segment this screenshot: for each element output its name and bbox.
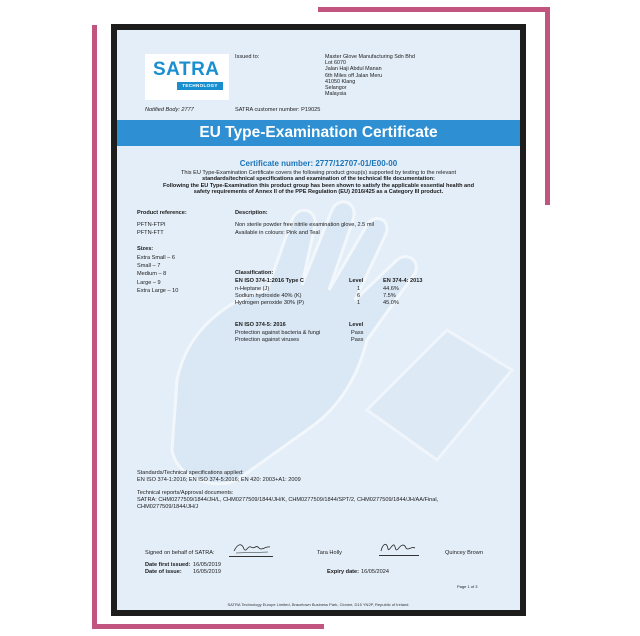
expiry-date: 16/05/2024 xyxy=(361,569,389,575)
expiry-date-label: Expiry date: xyxy=(327,569,360,575)
certificate-document xyxy=(117,30,520,610)
satra-logo-subtitle: TECHNOLOGY xyxy=(177,82,223,90)
reports-list xyxy=(137,497,438,510)
size-item: Large – 9 xyxy=(137,279,161,286)
intro-line: Following the EU Type-Examination this product group has been shown to satisfy the applicable essential health and xyxy=(162,182,474,189)
signature-name-1: Tara Holly xyxy=(317,550,342,556)
certificate-number: Certificate number: 2777/12707-01/E00-00 xyxy=(239,159,398,168)
description-line: Non sterile powder free nitrile examination glove, 2.5 mil xyxy=(235,222,374,228)
signed-on-behalf-label: Signed on behalf of SATRA: xyxy=(145,550,215,556)
pink-bracket-right xyxy=(545,7,550,205)
report-line: SATRA: CHM0277509/1844/JH/L, CHM0277509/1844/JH/K, CHM0277509/1844/SPT/2, CHM0277509/1844/JH/AA/Final, xyxy=(137,497,439,503)
satra-logo xyxy=(145,54,229,100)
satra-logo-text: SATRA xyxy=(153,59,220,80)
description xyxy=(235,222,374,237)
table1-level-header: Level xyxy=(349,278,364,284)
pink-bracket-bottom xyxy=(92,624,324,629)
first-issued-label: Date first issued: xyxy=(145,562,191,568)
table1-row-name: n-Heptane (J) xyxy=(235,286,270,292)
en374-4-header: EN 374-4: 2013 xyxy=(383,278,423,284)
address-line: Lot 6070 xyxy=(325,60,346,67)
reports-label: Technical reports/Approval documents: xyxy=(137,490,234,496)
certificate-title-banner: EU Type-Examination Certificate xyxy=(117,120,520,146)
table1-row-level: 1 xyxy=(357,300,361,306)
table1-row-level: 1 xyxy=(357,286,361,292)
table1-row-name: Hydrogen peroxide 30% (P) xyxy=(235,300,305,306)
issue-date-label: Date of issue: xyxy=(145,569,182,575)
signature-line xyxy=(379,555,419,556)
pink-bracket-left xyxy=(92,25,97,629)
table2-row-level: Pass xyxy=(351,337,364,343)
intro-line: safety requirements of Annex II of the PPE Regulation (EU) 2016/425 as a Category III product. xyxy=(193,189,444,196)
size-item: Medium – 8 xyxy=(137,271,167,278)
description-label: Description: xyxy=(235,210,268,216)
signature-line xyxy=(229,556,273,557)
signature-name-2: Quincey Brown xyxy=(445,550,483,556)
table1-row-value: 7.5% xyxy=(383,293,396,299)
sizes-label: Sizes: xyxy=(137,246,154,252)
pink-bracket-top xyxy=(318,7,550,12)
issue-date: 16/05/2019 xyxy=(193,569,221,575)
address-line: Jalan Haji Abdul Manan xyxy=(325,66,382,73)
handwritten-signature-2 xyxy=(379,540,417,554)
table1-row-value: 44.6% xyxy=(383,286,399,292)
customer-number: SATRA customer number: P19025 xyxy=(235,107,321,113)
notified-body: Notified Body: 2777 xyxy=(145,107,194,113)
standards-text: EN ISO 374-1:2016; EN ISO 374-5:2016; EN 420: 2003+A1: 2009 xyxy=(137,477,301,483)
issued-to-address xyxy=(325,54,415,97)
intro-line: This EU Type-Examination Certificate covers the following product group(s) supported by testing to the relevant xyxy=(180,170,457,176)
size-item: Extra Small – 6 xyxy=(137,255,175,261)
handwritten-signature-1 xyxy=(232,541,272,555)
issued-to-label: Issued to: xyxy=(235,54,260,60)
table1-row-value: 45.0% xyxy=(383,300,399,306)
address-line: Selangor xyxy=(325,85,347,92)
table1-row-level: 6 xyxy=(357,293,361,299)
product-reference: PFTN-FTT xyxy=(137,229,164,236)
product-references xyxy=(137,222,166,237)
product-reference: PFTN-FTPI xyxy=(137,222,166,228)
address-line: Maxter Glove Manufacturing Sdn Bhd xyxy=(325,54,415,60)
product-reference-label: Product reference: xyxy=(137,210,187,216)
table2-row-name: Protection against bacteria & fungi xyxy=(235,330,321,336)
intro-text xyxy=(137,170,500,196)
address-line: Malaysia xyxy=(325,91,347,98)
table1-header: EN ISO 374-1:2016 Type C xyxy=(235,278,304,284)
report-line: CHM0277509/1844/JH/J xyxy=(137,503,199,510)
address-line: 41050 Klang xyxy=(325,78,356,85)
size-item: Small – 7 xyxy=(137,263,161,270)
footer-text: SATRA Technology Europe Limited, Bracetown Business Park, Clonee, D15 YN2P, Republic of Ireland. xyxy=(227,602,410,607)
first-issued-date: 16/05/2019 xyxy=(193,562,221,568)
size-item: Extra Large – 10 xyxy=(137,287,179,294)
address-line: 6th Miles off Jalan Meru xyxy=(325,72,383,79)
table2-row-name: Protection against viruses xyxy=(235,337,300,343)
table2-header: EN ISO 374-5: 2016 xyxy=(235,322,286,328)
description-line: Available in colours: Pink and Teal xyxy=(235,229,320,236)
table1-row-name: Sodium hydroxide 40% (K) xyxy=(235,293,302,299)
standards-label: Standards/Technical specifications applied: xyxy=(137,470,244,476)
table2-level-header: Level xyxy=(349,322,364,328)
sizes-list xyxy=(137,254,178,295)
intro-line: standards/technical specifications and examination of the technical file documentation: xyxy=(202,176,435,183)
page-number: Page 1 of 3 xyxy=(457,584,478,589)
table2-row-level: Pass xyxy=(351,330,364,336)
certificate-frame xyxy=(111,24,526,616)
classification-label: Classification: xyxy=(235,270,274,276)
